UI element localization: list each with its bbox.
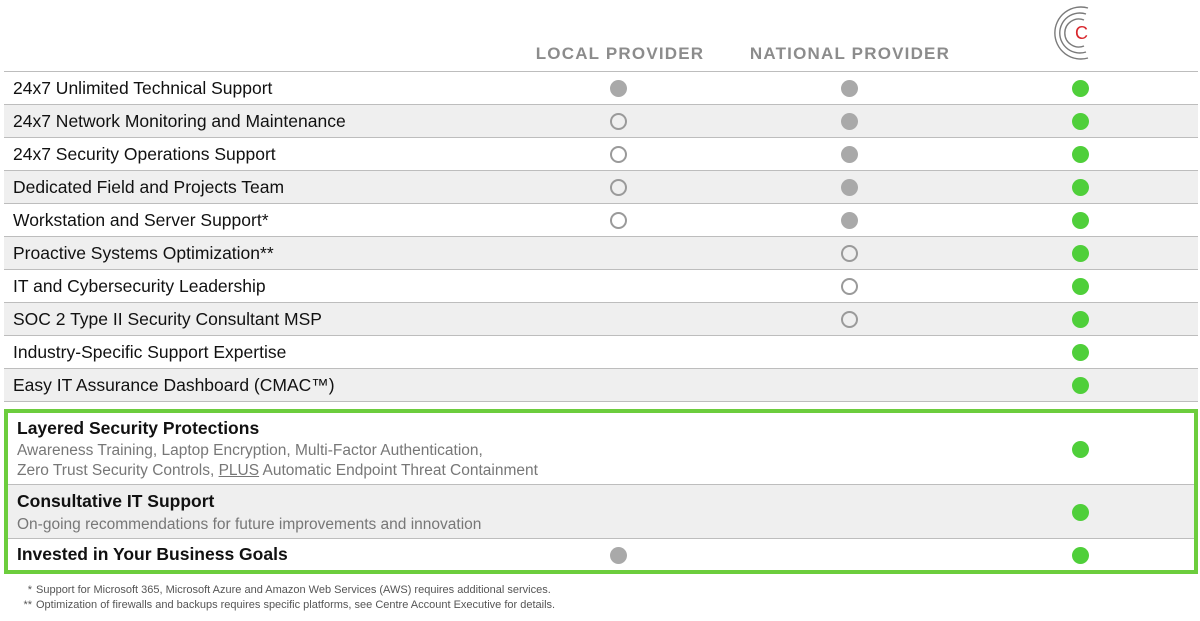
centre-cell: [1061, 237, 1101, 269]
national-provider-cell: [830, 237, 870, 269]
table-row: [4, 237, 1198, 270]
feature-label: Workstation and Server Support*: [13, 210, 269, 230]
status-dot-icon: [1072, 80, 1089, 97]
local-provider-cell: [599, 336, 639, 368]
local-provider-cell: [599, 485, 639, 538]
table-row: [4, 171, 1198, 204]
status-dot-icon: [610, 113, 627, 130]
national-provider-cell: [830, 171, 870, 203]
status-dot-icon: [841, 212, 858, 229]
footnote-mark: **: [23, 599, 32, 611]
status-dot-icon: [841, 278, 858, 295]
status-dot-icon: [1072, 278, 1089, 295]
national-provider-cell: [830, 539, 870, 570]
feature-title: Invested in Your Business Goals: [17, 544, 288, 564]
local-provider-cell: [599, 413, 639, 484]
status-dot-icon: [1072, 344, 1089, 361]
table-row: [8, 539, 1194, 570]
table-row: [4, 138, 1198, 171]
feature-label: Easy IT Assurance Dashboard (CMAC™): [13, 375, 335, 395]
status-dot-icon: [841, 80, 858, 97]
table-row: [8, 413, 1194, 485]
feature-label: Proactive Systems Optimization**: [13, 243, 274, 263]
centre-cell: [1061, 270, 1101, 302]
national-provider-cell: [830, 336, 870, 368]
feature-description: On-going recommendations for future improvements and innovation: [17, 516, 482, 533]
status-dot-icon: [1072, 245, 1089, 262]
local-provider-cell: [599, 204, 639, 236]
national-provider-cell: [830, 270, 870, 302]
centre-cell: [1061, 539, 1101, 570]
centre-cell: [1061, 369, 1101, 401]
comparison-header: [0, 0, 1200, 72]
national-provider-cell: [830, 72, 870, 104]
national-provider-cell: [830, 105, 870, 137]
national-provider-cell: [830, 413, 870, 484]
footnote-text: Optimization of firewalls and backups requires specific platforms, see Centre Account Executive for details.: [36, 599, 556, 611]
status-dot-icon: [841, 179, 858, 196]
centre-cell: [1061, 336, 1101, 368]
status-dot-icon: [1072, 146, 1089, 163]
centre-logo-icon: [1048, 2, 1104, 64]
local-provider-cell: [599, 72, 639, 104]
local-provider-cell: [599, 270, 639, 302]
status-dot-icon: [1072, 547, 1089, 564]
national-provider-cell: [830, 204, 870, 236]
table-row: [4, 336, 1198, 369]
feature-description: Zero Trust Security Controls, PLUS Automatic Endpoint Threat Containment: [17, 462, 538, 479]
local-provider-cell: [599, 369, 639, 401]
feature-label: Dedicated Field and Projects Team: [13, 177, 285, 197]
table-row: [4, 369, 1198, 402]
local-provider-cell: [599, 138, 639, 170]
national-provider-cell: [830, 485, 870, 538]
centre-cell: [1061, 171, 1101, 203]
centre-cell: [1061, 105, 1101, 137]
status-dot-icon: [1072, 179, 1089, 196]
centre-cell: [1061, 413, 1101, 484]
status-dot-icon: [841, 311, 858, 328]
status-dot-icon: [610, 80, 627, 97]
feature-title: Layered Security Protections: [17, 418, 260, 438]
national-provider-cell: [830, 303, 870, 335]
national-provider-cell: [830, 369, 870, 401]
logo-letter: C: [1075, 23, 1088, 43]
footnote-mark: *: [27, 584, 32, 596]
footnote: [14, 583, 555, 598]
national-provider-cell: [830, 138, 870, 170]
feature-description: Awareness Training, Laptop Encryption, Multi-Factor Authentication,: [17, 442, 483, 459]
status-dot-icon: [1072, 113, 1089, 130]
local-provider-cell: [599, 237, 639, 269]
local-provider-cell: [599, 303, 639, 335]
status-dot-icon: [1072, 212, 1089, 229]
centre-cell: [1061, 72, 1101, 104]
footnote-text: Support for Microsoft 365, Microsoft Azure and Amazon Web Services (AWS) requires additional services.: [36, 584, 551, 596]
table-row: [4, 105, 1198, 138]
feature-title: Consultative IT Support: [17, 491, 215, 511]
local-provider-cell: [599, 105, 639, 137]
local-provider-cell: [599, 539, 639, 570]
feature-label: IT and Cybersecurity Leadership: [13, 276, 266, 296]
status-dot-icon: [1072, 504, 1089, 521]
feature-label: 24x7 Unlimited Technical Support: [13, 78, 273, 98]
highlighted-features: [4, 409, 1198, 574]
table-row: [4, 303, 1198, 336]
feature-label: SOC 2 Type II Security Consultant MSP: [13, 309, 322, 329]
centre-cell: [1061, 138, 1101, 170]
status-dot-icon: [610, 146, 627, 163]
feature-label: 24x7 Security Operations Support: [13, 144, 276, 164]
local-provider-cell: [599, 171, 639, 203]
table-row: [4, 72, 1198, 105]
status-dot-icon: [1072, 441, 1089, 458]
column-header-local-provider: LOCAL PROVIDER: [535, 44, 705, 63]
status-dot-icon: [841, 113, 858, 130]
feature-label: Industry-Specific Support Expertise: [13, 342, 287, 362]
footnote: [14, 598, 555, 613]
comparison-table: [4, 71, 1198, 402]
status-dot-icon: [610, 547, 627, 564]
table-row: [4, 204, 1198, 237]
table-row: [8, 485, 1194, 539]
status-dot-icon: [841, 245, 858, 262]
footnotes: [14, 583, 555, 613]
centre-cell: [1061, 204, 1101, 236]
feature-label: 24x7 Network Monitoring and Maintenance: [13, 111, 346, 131]
column-header-national-provider: NATIONAL PROVIDER: [749, 44, 951, 63]
centre-cell: [1061, 485, 1101, 538]
status-dot-icon: [1072, 311, 1089, 328]
table-row: [4, 270, 1198, 303]
status-dot-icon: [610, 179, 627, 196]
centre-cell: [1061, 303, 1101, 335]
status-dot-icon: [1072, 377, 1089, 394]
status-dot-icon: [610, 212, 627, 229]
status-dot-icon: [841, 146, 858, 163]
